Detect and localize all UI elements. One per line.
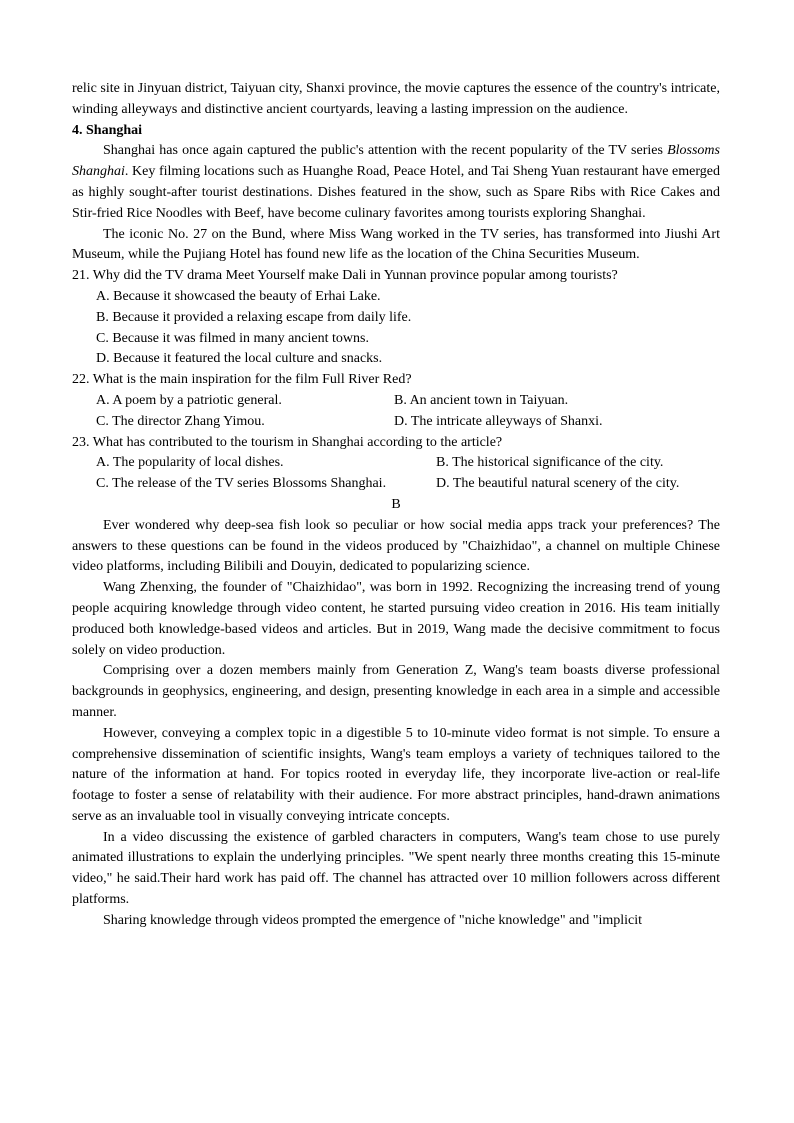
paragraph-continuation: relic site in Jinyuan district, Taiyuan city, Shanxi province, the movie captures the essence of the country's intricate, winding alleyways and distinctive ancient courtyards, leaving a lasting impression on the audience.: [72, 81, 720, 117]
question-23-row-1: [72, 453, 720, 474]
question-22-row-2: [72, 412, 720, 433]
question-23-stem: 23. What has contributed to the tourism in Shanghai according to the article?: [72, 434, 503, 450]
paragraph-text: . Key filming locations such as Huanghe Road, Peace Hotel, and Tai Sheng Yuan restaurant have emerged as highly sought-after tourist destinations. Dishes featured in the show, such as Spare Ribs with Rice Cakes and Stir-fried Rice Noodles with Beef, have become culinary favorites among tourists exploring Shanghai.: [72, 164, 720, 221]
question-22-option-c: C. The director Zhang Yimou.: [96, 413, 265, 429]
question-21-stem: 21. Why did the TV drama Meet Yourself make Dali in Yunnan province popular among tourists?: [72, 268, 618, 284]
passage-b-paragraph-4: However, conveying a complex topic in a digestible 5 to 10-minute video format is not simple. To ensure a comprehensive dissemination of scientific insights, Wang's team employs a variety of techniques tailored to the nature of the information at hand. For topics rooted in everyday life, they incorporate live-action or real-life footage to foster a sense of relatability with their audience. For more abstract principles, hand-drawn animations serve as an invaluable tool in visually conveying intricate concepts.: [72, 725, 720, 824]
section-heading-shanghai: 4. Shanghai: [72, 122, 143, 138]
passage-b-paragraph-1: Ever wondered why deep-sea fish look so peculiar or how social media apps track your preferences? The answers to these questions can be found in the videos produced by "Chaizhidao", a channel on multiple Chinese video platforms, including Bilibili and Douyin, dedicated to popularizing science.: [72, 517, 720, 575]
question-23-option-b: B. The historical significance of the city.: [436, 455, 664, 471]
question-21-option-a: A. Because it showcased the beauty of Erhai Lake.: [96, 288, 381, 304]
question-22-stem: 22. What is the main inspiration for the film Full River Red?: [72, 372, 412, 388]
question-21-option-d: D. Because it featured the local culture and snacks.: [96, 351, 383, 367]
passage-b-paragraph-2: Wang Zhenxing, the founder of "Chaizhidao", was born in 1992. Recognizing the increasing trend of young people acquiring knowledge through video content, he started pursuing video creation in 2016. His team initially produced both knowledge-based videos and articles. But in 2019, Wang made the decisive commitment to focus solely on video production.: [72, 580, 720, 658]
question-23-option-d: D. The beautiful natural scenery of the city.: [436, 476, 680, 492]
question-21-option-c: C. Because it was filmed in many ancient towns.: [96, 330, 369, 346]
question-23-option-c: C. The release of the TV series Blossoms Shanghai.: [96, 476, 387, 492]
passage-b-paragraph-6: Sharing knowledge through videos prompted the emergence of "niche knowledge" and "implicit: [103, 912, 643, 928]
question-23-row-2: [72, 474, 720, 495]
question-22-option-d: D. The intricate alleyways of Shanxi.: [394, 413, 603, 429]
question-21-option-b: B. Because it provided a relaxing escape from daily life.: [96, 309, 412, 325]
passage-b-paragraph-5: In a video discussing the existence of garbled characters in computers, Wang's team chose to use purely animated illustrations to explain the underlying principles. "We spent nearly three months creating this 15-minute video," he said.Their hard work has paid off. The channel has attracted over 10 million followers across different platforms.: [72, 829, 720, 908]
question-22-option-b: B. An ancient town in Taiyuan.: [394, 392, 569, 408]
series-title: Blossoms Shanghai: [72, 143, 720, 180]
document-page: [72, 79, 720, 932]
question-22-row-1: [72, 391, 720, 412]
question-22-option-a: A. A poem by a patriotic general.: [96, 392, 282, 408]
paragraph-shanghai-2: The iconic No. 27 on the Bund, where Miss Wang worked in the TV series, has transformed into Jiushi Art Museum, while the Pujiang Hotel has found new life as the location of the China Securities Museum.: [72, 226, 720, 263]
passage-b-label: B: [391, 496, 401, 512]
paragraph-text: Shanghai has once again captured the public's attention with the recent popularity of the TV series: [103, 143, 668, 159]
passage-b-paragraph-3: Comprising over a dozen members mainly from Generation Z, Wang's team boasts diverse professional backgrounds in geophysics, engineering, and design, presenting knowledge in each area in a simple and accessible manner.: [72, 663, 720, 720]
question-23-option-a: A. The popularity of local dishes.: [96, 455, 284, 471]
paragraph-shanghai-1: [72, 141, 720, 224]
